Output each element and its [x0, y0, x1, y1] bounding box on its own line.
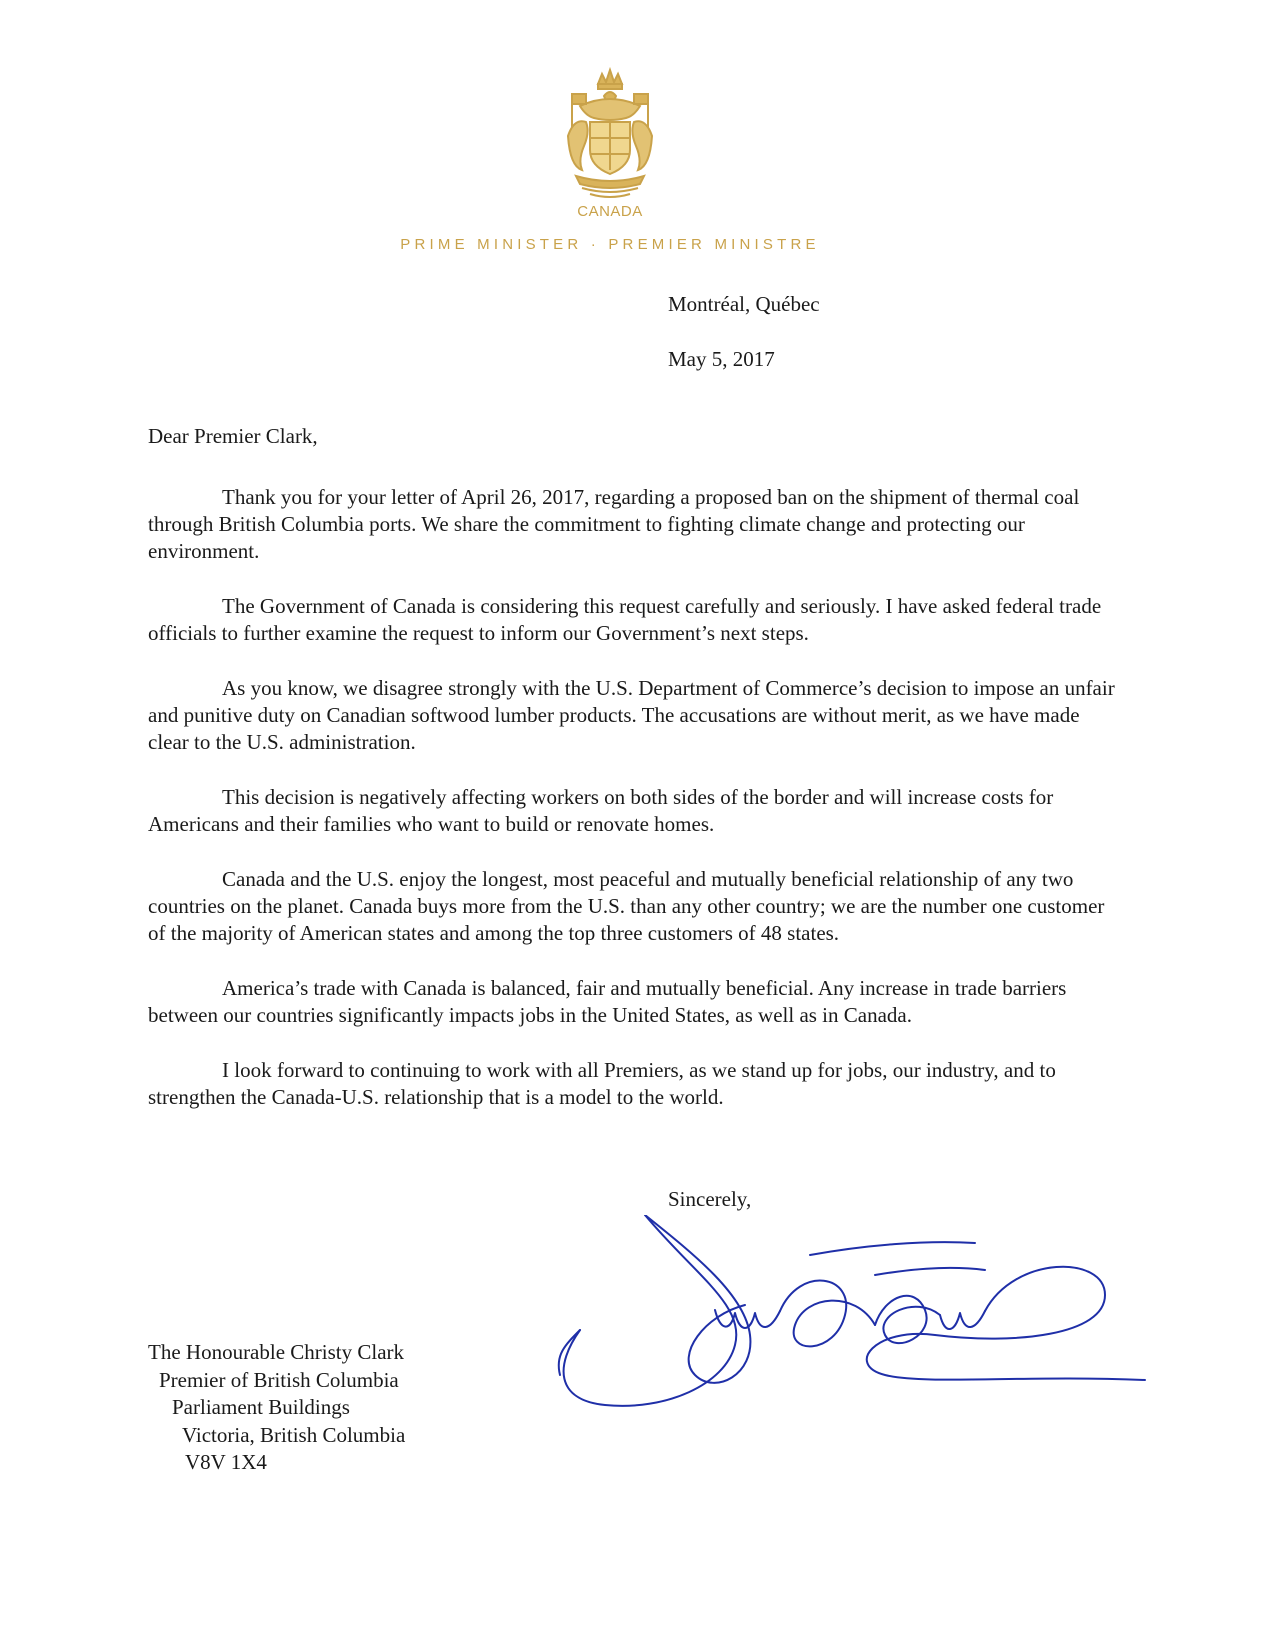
recipient-city: Victoria, British Columbia [182, 1422, 406, 1447]
recipient-title: Premier of British Columbia [159, 1367, 399, 1392]
office-title: PRIME MINISTER · PREMIER MINISTRE [400, 236, 820, 253]
letter-place: Montréal, Québec [668, 292, 820, 316]
signature-icon [545, 1215, 1165, 1420]
paragraph: This decision is negatively affecting workers on both sides of the border and will increase costs for Americans and their families who want to build or renovate homes. [148, 785, 1054, 836]
recipient-postal-code: V8V 1X4 [185, 1450, 267, 1474]
crest-label: CANADA [577, 203, 643, 220]
letter-body [148, 484, 1118, 1139]
recipient-address [148, 1339, 405, 1477]
coat-of-arms-icon [560, 66, 660, 202]
recipient-name: The Honourable Christy Clark [148, 1340, 405, 1364]
paragraph: Thank you for your letter of April 26, 2017, regarding a proposed ban on the shipment of thermal coal through British Columbia ports. We share the commitment to fighting climate change and protecting our environment. [148, 485, 1080, 563]
salutation: Dear Premier Clark, [148, 424, 318, 448]
recipient-building: Parliament Buildings [172, 1395, 350, 1419]
paragraph: Canada and the U.S. enjoy the longest, most peaceful and mutually beneficial relationship of any two countries on the planet. Canada buys more from the U.S. than any other country; we are the number one customer of the majority of American states and among the top three customers of 48 states. [148, 867, 1105, 945]
paragraph: I look forward to continuing to work with all Premiers, as we stand up for jobs, our industry, and to strengthen the Canada-U.S. relationship that is a model to the world. [148, 1058, 1056, 1109]
letter-date: May 5, 2017 [668, 347, 775, 371]
paragraph: America’s trade with Canada is balanced, fair and mutually beneficial. Any increase in trade barriers between our countries significantly impacts jobs in the United States, as well as in Canada. [148, 976, 1067, 1027]
paragraph: The Government of Canada is considering this request carefully and seriously. I have asked federal trade officials to further examine the request to inform our Government’s next steps. [148, 594, 1102, 645]
closing: Sincerely, [668, 1187, 752, 1211]
paragraph: As you know, we disagree strongly with the U.S. Department of Commerce’s decision to impose an unfair and punitive duty on Canadian softwood lumber products. The accusations are without merit, as we have made clear to the U.S. administration. [148, 676, 1115, 754]
